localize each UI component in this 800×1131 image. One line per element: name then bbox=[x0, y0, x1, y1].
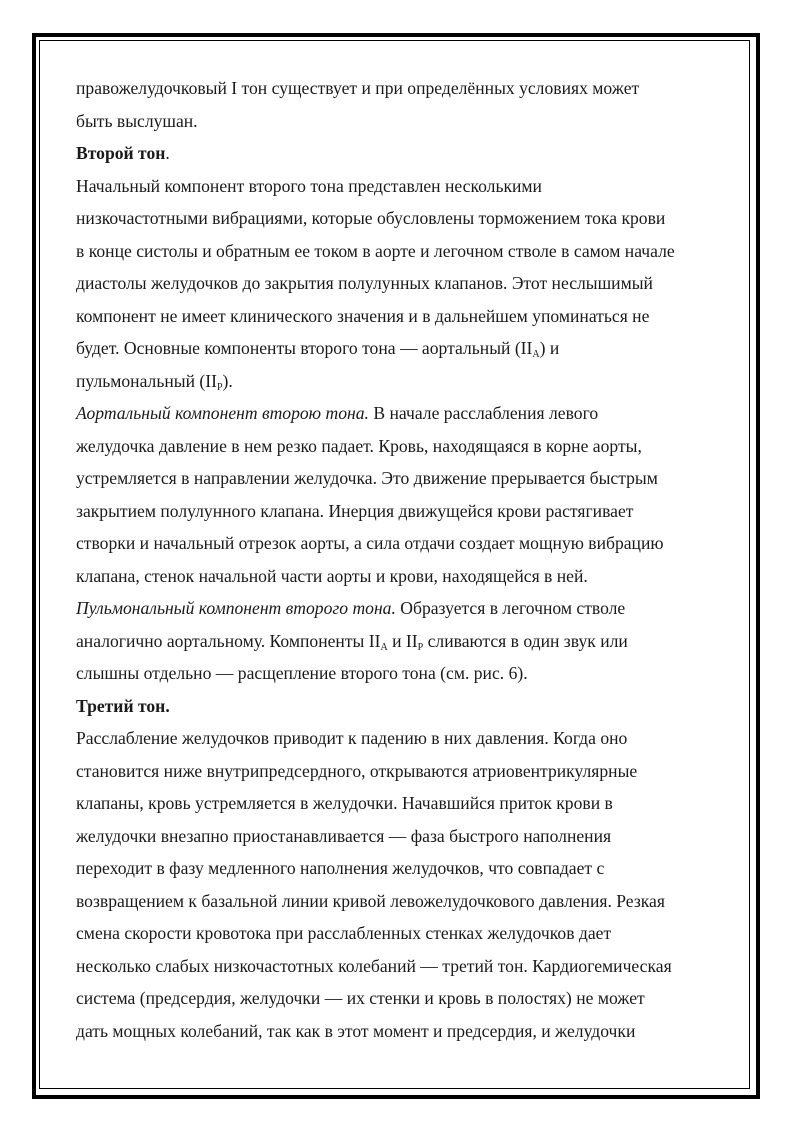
heading-text: Второй тон bbox=[76, 143, 166, 163]
italic-term: Аортальный компонент второю тона. bbox=[76, 403, 369, 423]
text-line: устремляется в направлении желудочка. Это движение прерывается быстрым bbox=[76, 468, 658, 488]
heading-punct: . bbox=[165, 143, 170, 163]
text-segment: ) и bbox=[539, 338, 560, 358]
text-line: переходит в фазу медленного наполнения желудочков, что совпадает с bbox=[76, 858, 605, 878]
text-segment: и II bbox=[387, 630, 418, 651]
text-segment: сливаются в один звук или bbox=[423, 630, 628, 651]
subscript: P bbox=[216, 381, 223, 393]
text-line: быть выслушан. bbox=[76, 110, 198, 131]
subscript: P bbox=[417, 641, 424, 653]
text-line: диастолы желудочков до закрытия полулунных клапанов. Этот неслышимый bbox=[76, 273, 653, 293]
text-line: клапана, стенок начальной части аорты и крови, находящейся в ней. bbox=[76, 565, 588, 586]
text-line: несколько слабых низкочастотных колебаний — третий тон. Кардиогемическая bbox=[76, 955, 672, 976]
subscript: A bbox=[532, 349, 540, 360]
text-line bbox=[76, 625, 728, 658]
text-line: компонент не имеет клинического значения и в дальнейшем упоминаться не bbox=[76, 305, 650, 326]
text-line: смена скорости кровотока при расслабленных стенках желудочков дает bbox=[76, 923, 612, 943]
text-line: возвращением к базальной линии кривой левожелудочкового давления. Резкая bbox=[76, 890, 665, 911]
heading-second-tone bbox=[76, 137, 728, 170]
text-segment: ). bbox=[222, 370, 233, 391]
text-line: слышны отдельно — расщепление второго тона (см. рис. 6). bbox=[76, 663, 528, 683]
text-line: желудочка давление в нем резко падает. Кровь, находящаяся в корне аорты, bbox=[76, 435, 642, 456]
text-line: низкочастотными вибрациями, которые обусловлены торможением тока крови bbox=[76, 208, 666, 228]
text-line bbox=[76, 365, 728, 398]
text-line: становится ниже внутрипредсердного, открываются атриовентрикулярные bbox=[76, 760, 638, 781]
text-line: створки и начальный отрезок аорты, а сила отдачи создает мощную вибрацию bbox=[76, 533, 664, 553]
text-segment: аналогично аортальному. Компоненты II bbox=[76, 630, 381, 651]
text-segment: Образуется в легочном стволе bbox=[395, 598, 626, 618]
text-line: желудочки внезапно приостанавливается — фаза быстрого наполнения bbox=[76, 825, 612, 846]
text-segment: будет. Основные компоненты второго тона — аортальный (II bbox=[76, 338, 533, 358]
italic-term: Пульмональный компонент второго тона. bbox=[76, 598, 396, 618]
text-segment: пульмональный (II bbox=[76, 370, 217, 391]
text-segment: В начале расслабления левого bbox=[368, 403, 599, 423]
text-line bbox=[76, 592, 728, 625]
text-line: закрытием полулунного клапана. Инерция движущейся крови растягивает bbox=[76, 500, 634, 521]
text-line: в конце систолы и обратным ее током в аорте и легочном стволе в самом начале bbox=[76, 240, 675, 261]
heading-third-tone: Третий тон. bbox=[76, 695, 170, 716]
text-line bbox=[76, 332, 728, 365]
text-line bbox=[76, 397, 728, 430]
text-line: клапаны, кровь устремляется в желудочки. Начавшийся приток крови в bbox=[76, 793, 613, 813]
text-line: Начальный компонент второго тона представлен несколькими bbox=[76, 175, 542, 196]
text-line: Расслабление желудочков приводит к падению в них давления. Когда оно bbox=[76, 728, 628, 748]
text-line: правожелудочковый I тон существует и при определённых условиях может bbox=[76, 78, 640, 98]
text-line: дать мощных колебаний, так как в этот момент и предсердия, и желудочки bbox=[76, 1020, 636, 1041]
document-body bbox=[76, 72, 728, 1047]
text-line: система (предсердия, желудочки — их стенки и кровь в полостях) не может bbox=[76, 988, 645, 1008]
subscript: A bbox=[380, 641, 388, 653]
